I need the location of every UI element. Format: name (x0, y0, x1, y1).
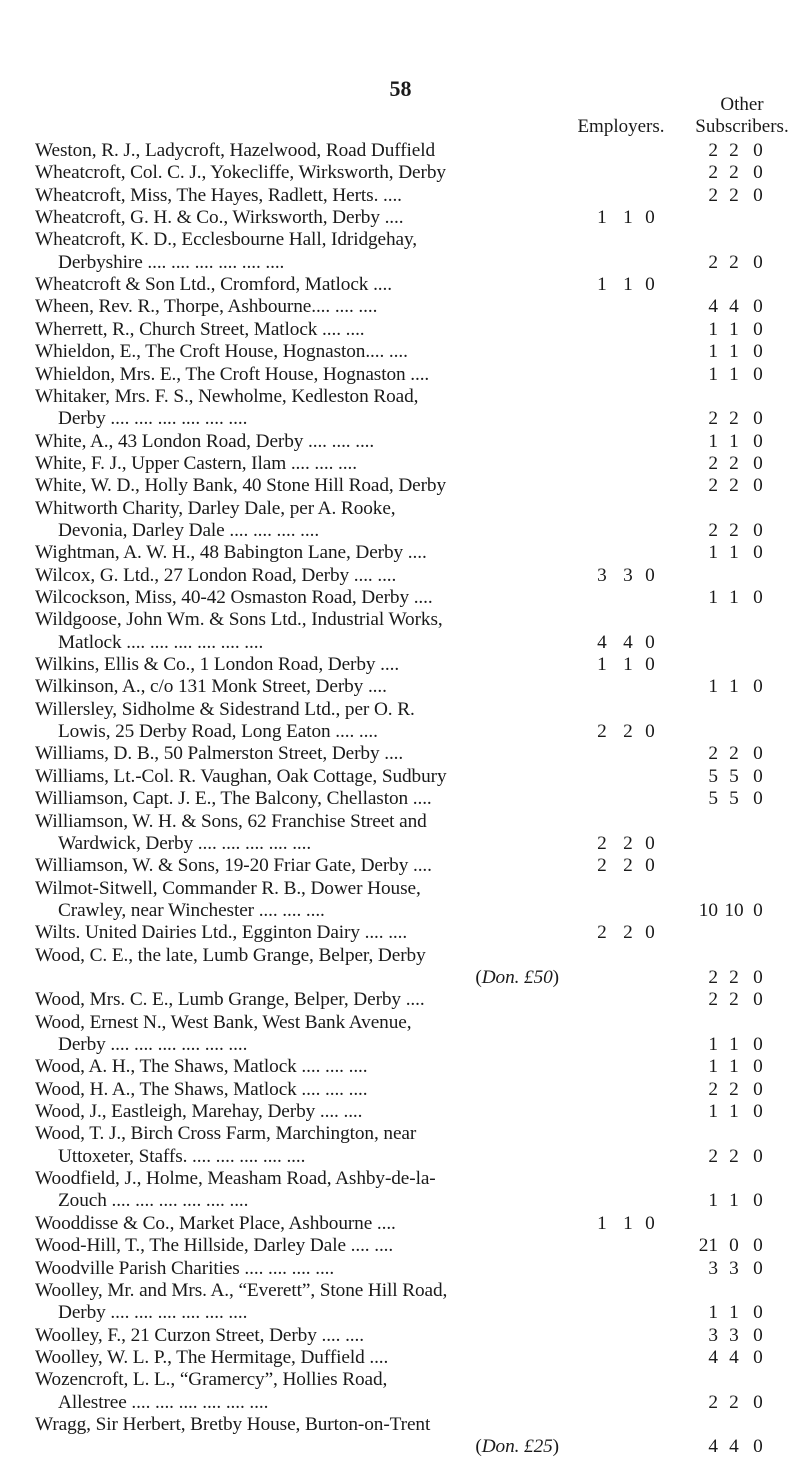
entry-text: Wood, T. J., Birch Cross Farm, Marchington, near (35, 1123, 417, 1145)
pounds-value: 1 (708, 587, 718, 608)
entry-text: Wooddisse & Co., Market Place, Ashbourne .... (35, 1212, 396, 1234)
entry-text: Whieldon, E., The Croft House, Hognaston.... .... (35, 341, 408, 363)
pence-value: 0 (753, 162, 763, 184)
pounds-value: 2 (708, 743, 718, 765)
entry-text: Wragg, Sir Herbert, Bretby House, Burton-on-Trent (35, 1413, 431, 1435)
pounds-value: 1 (708, 1101, 718, 1123)
shillings-value: 2 (623, 855, 633, 877)
entry-text: Whitworth Charity, Darley Dale, per A. Rooke, (35, 497, 396, 519)
entry-text: Weston, R. J., Ladycroft, Hazelwood, Road Duffield (35, 140, 436, 161)
entry-text: Derbyshire .... .... .... .... .... .... (58, 251, 285, 273)
shillings-value: 2 (729, 140, 739, 161)
pence-value: 0 (753, 1034, 763, 1055)
list-entry-line (0, 1146, 801, 1168)
list-entry-line (0, 1436, 801, 1458)
list-entry-line (0, 1392, 801, 1414)
shillings-value: 2 (729, 519, 739, 541)
list-entry-line (0, 1235, 801, 1257)
list-entry-line (0, 1258, 801, 1280)
pence-value: 0 (753, 1145, 763, 1167)
pounds-value: 4 (597, 631, 607, 653)
pounds-value: 1 (708, 363, 718, 385)
entry-text: White, A., 43 London Road, Derby .... .... .... (35, 430, 375, 452)
list-entry-line (0, 207, 801, 229)
list-entry-line (0, 676, 801, 698)
list-entry-line (0, 1302, 801, 1324)
pounds-value: 1 (708, 1034, 718, 1055)
pence-value: 0 (645, 1212, 655, 1234)
pence-value: 0 (753, 587, 763, 608)
pence-value: 0 (753, 765, 763, 787)
list-entry-line (0, 945, 801, 967)
list-entry-line (0, 1168, 801, 1190)
pence-value: 0 (753, 1235, 763, 1257)
pounds-value: 2 (708, 966, 718, 988)
list-entry-line (0, 788, 801, 810)
entry-text: Allestree .... .... .... .... .... .... (58, 1391, 269, 1413)
pence-value: 0 (753, 1257, 763, 1279)
list-entry-line (0, 878, 801, 900)
pence-value: 0 (645, 274, 655, 296)
pence-value: 0 (753, 408, 763, 430)
pence-value: 0 (753, 296, 763, 318)
list-entry-line (0, 296, 801, 318)
shillings-value: 10 (724, 899, 744, 921)
pence-value: 0 (753, 452, 763, 474)
list-entry-line (0, 743, 801, 765)
list-entry-line (0, 833, 801, 855)
pounds-value: 10 (698, 899, 718, 921)
pence-value: 0 (753, 1302, 763, 1324)
shillings-value: 1 (623, 654, 633, 676)
shillings-value: 4 (729, 1346, 739, 1368)
pounds-value: 5 (708, 788, 718, 810)
list-entry-line (0, 185, 801, 207)
list-entry-line (0, 1123, 801, 1145)
list-entry-line (0, 520, 801, 542)
list-entry-line (0, 408, 801, 430)
shillings-value: 5 (729, 788, 739, 810)
pounds-value: 1 (597, 1212, 607, 1234)
pence-value: 0 (753, 788, 763, 810)
list-entry-line (0, 252, 801, 274)
entry-text: Derby .... .... .... .... .... .... (58, 1302, 248, 1324)
list-entry-line (0, 922, 801, 944)
entry-text: Wilts. United Dairies Ltd., Egginton Dairy .... .... (35, 922, 408, 944)
shillings-value: 1 (729, 542, 739, 564)
shillings-value: 1 (729, 341, 739, 363)
pounds-value: 1 (597, 654, 607, 676)
list-entry-line (0, 967, 801, 989)
shillings-value: 2 (729, 743, 739, 765)
pounds-value: 5 (708, 765, 718, 787)
entry-text: Whitaker, Mrs. F. S., Newholme, Kedleston Road, (35, 385, 419, 407)
pence-value: 0 (753, 251, 763, 273)
pence-value: 0 (753, 1101, 763, 1123)
pence-value: 0 (645, 654, 655, 676)
shillings-value: 2 (729, 452, 739, 474)
list-entry-line (0, 654, 801, 676)
column-header-subscribers: Subscribers. (695, 116, 789, 137)
entry-text: Uttoxeter, Staffs. .... .... .... .... .... (58, 1145, 306, 1167)
list-entry-line (0, 1414, 801, 1436)
pence-value: 0 (753, 743, 763, 765)
shillings-value: 1 (729, 676, 739, 698)
list-entry-line (0, 811, 801, 833)
shillings-value: 1 (729, 587, 739, 608)
shillings-value: 1 (729, 318, 739, 340)
pence-value: 0 (753, 1436, 763, 1458)
shillings-value: 2 (729, 408, 739, 430)
list-entry-line (0, 632, 801, 654)
entry-text: Williamson, W. H. & Sons, 62 Franchise Street and (35, 810, 427, 832)
shillings-value: 1 (729, 1056, 739, 1078)
pounds-value: 2 (708, 251, 718, 273)
pounds-value: 2 (708, 452, 718, 474)
shillings-value: 2 (729, 1078, 739, 1100)
column-header-employers: Employers. (577, 116, 665, 137)
pence-value: 0 (645, 207, 655, 229)
entry-text: Wood, A. H., The Shaws, Matlock .... .... .... (35, 1056, 368, 1078)
list-entry-line (0, 364, 801, 386)
shillings-value: 1 (729, 363, 739, 385)
pence-value: 0 (753, 519, 763, 541)
entry-text: Wood, Mrs. C. E., Lumb Grange, Belper, Derby .... (35, 989, 425, 1011)
shillings-value: 2 (729, 989, 739, 1011)
pounds-value: 3 (708, 1324, 718, 1346)
list-entry-line (0, 1325, 801, 1347)
entry-text: Wildgoose, John Wm. & Sons Ltd., Industrial Works, (35, 609, 443, 631)
pounds-value: 2 (708, 989, 718, 1011)
shillings-value: 3 (729, 1257, 739, 1279)
shillings-value: 4 (729, 296, 739, 318)
pounds-value: 2 (597, 855, 607, 877)
entry-text: Wood, H. A., The Shaws, Matlock .... .... .... (35, 1078, 368, 1100)
shillings-value: 2 (623, 721, 633, 743)
pounds-value: 4 (708, 1436, 718, 1458)
pounds-value: 2 (708, 1145, 718, 1167)
list-entry-line (0, 855, 801, 877)
entry-text: Williams, D. B., 50 Palmerston Street, Derby .... (35, 743, 404, 765)
pence-value: 0 (753, 363, 763, 385)
shillings-value: 1 (729, 1034, 739, 1055)
pounds-value: 2 (708, 408, 718, 430)
pounds-value: 3 (708, 1257, 718, 1279)
list-entry-line (0, 431, 801, 453)
entry-text: Wheen, Rev. R., Thorpe, Ashbourne.... .... .... (35, 296, 378, 318)
entry-text: Wood, C. E., the late, Lumb Grange, Belper, Derby (35, 944, 426, 966)
entry-text: Wherrett, R., Church Street, Matlock .... .... (35, 318, 365, 340)
page-number: 58 (389, 76, 412, 101)
column-header-other-subscribers (682, 94, 801, 138)
pence-value: 0 (753, 1324, 763, 1346)
list-entry-line (0, 475, 801, 497)
list-entry-line (0, 162, 801, 184)
pounds-value: 2 (708, 475, 718, 497)
entry-text: Woolley, W. L. P., The Hermitage, Duffield .... (35, 1346, 389, 1368)
shillings-value: 3 (623, 564, 633, 586)
pounds-value: 2 (708, 140, 718, 161)
pence-value: 0 (645, 564, 655, 586)
pounds-value: 2 (708, 162, 718, 184)
list-entry-line (0, 766, 801, 788)
shillings-value: 1 (623, 207, 633, 229)
list-entry-line (0, 1012, 801, 1034)
list-entry-line (0, 274, 801, 296)
pence-value: 0 (645, 721, 655, 743)
list-entry-line (0, 565, 801, 587)
shillings-value: 1 (729, 430, 739, 452)
pounds-value: 2 (708, 184, 718, 206)
shillings-value: 0 (729, 1235, 739, 1257)
entry-text: White, F. J., Upper Castern, Ilam .... .... .... (35, 452, 357, 474)
list-entry-line (0, 498, 801, 520)
entry-text: Williamson, W. & Sons, 19-20 Friar Gate, Derby .... (35, 855, 432, 877)
list-entry-line (0, 609, 801, 631)
list-entry-line (0, 386, 801, 408)
entry-text: Wardwick, Derby .... .... .... .... .... (58, 832, 312, 854)
shillings-value: 2 (729, 251, 739, 273)
entry-text: Zouch .... .... .... .... .... .... (58, 1190, 249, 1212)
shillings-value: 2 (729, 966, 739, 988)
pounds-value: 1 (708, 318, 718, 340)
list-entry-line (0, 341, 801, 363)
pence-value: 0 (753, 899, 763, 921)
pence-value: 0 (753, 1056, 763, 1078)
pounds-value: 2 (597, 832, 607, 854)
list-entry-line (0, 1280, 801, 1302)
entry-text: Wheatcroft & Son Ltd., Cromford, Matlock .... (35, 274, 392, 296)
shillings-value: 2 (729, 1145, 739, 1167)
entry-text: Crawley, near Winchester .... .... .... (58, 899, 325, 921)
entry-text: White, W. D., Holly Bank, 40 Stone Hill Road, Derby (35, 475, 447, 497)
pounds-value: 3 (597, 564, 607, 586)
list-entry-line (0, 1079, 801, 1101)
entry-text: Lowis, 25 Derby Road, Long Eaton .... .... (58, 721, 378, 743)
pounds-value: 4 (708, 1346, 718, 1368)
shillings-value: 2 (729, 184, 739, 206)
list-entry-line (0, 587, 801, 609)
list-entry-line (0, 319, 801, 341)
entry-text: Wilcockson, Miss, 40-42 Osmaston Road, Derby .... (35, 587, 433, 608)
list-entry-line (0, 1369, 801, 1391)
pence-value: 0 (645, 922, 655, 944)
pence-value: 0 (753, 676, 763, 698)
pounds-value: 1 (597, 274, 607, 296)
entry-text: Wheatcroft, K. D., Ecclesbourne Hall, Idridgehay, (35, 229, 417, 251)
list-entry-line (0, 1056, 801, 1078)
list-entry-line (0, 229, 801, 251)
shillings-value: 1 (623, 274, 633, 296)
pence-value: 0 (753, 1190, 763, 1212)
shillings-value: 4 (729, 1436, 739, 1458)
entry-text: Wood, Ernest N., West Bank, West Bank Avenue, (35, 1011, 412, 1033)
pounds-value: 2 (597, 922, 607, 944)
pounds-value: 1 (708, 1056, 718, 1078)
pounds-value: 1 (708, 341, 718, 363)
shillings-value: 4 (623, 631, 633, 653)
pence-value: 0 (753, 542, 763, 564)
entry-text: Wheatcroft, Miss, The Hayes, Radlett, Herts. .... (35, 184, 402, 206)
entry-text: Derby .... .... .... .... .... .... (58, 1034, 248, 1055)
pence-value: 0 (645, 832, 655, 854)
shillings-value: 2 (623, 922, 633, 944)
shillings-value: 1 (623, 1212, 633, 1234)
entry-text: Wheatcroft, G. H. & Co., Wirksworth, Derby .... (35, 207, 404, 229)
pence-value: 0 (753, 341, 763, 363)
entry-text: Wood-Hill, T., The Hillside, Darley Dale .... .... (35, 1235, 394, 1257)
entry-text: Wood, J., Eastleigh, Marehay, Derby .... .... (35, 1101, 363, 1123)
shillings-value: 1 (729, 1302, 739, 1324)
pence-value: 0 (753, 430, 763, 452)
pence-value: 0 (753, 1391, 763, 1413)
list-entry-line (0, 1190, 801, 1212)
list-entry-line (0, 989, 801, 1011)
entry-text: Wilkins, Ellis & Co., 1 London Road, Derby .... (35, 654, 400, 676)
shillings-value: 2 (729, 475, 739, 497)
entry-text: Matlock .... .... .... .... .... .... (58, 631, 264, 653)
entry-text: Wilkinson, A., c/o 131 Monk Street, Derby .... (35, 676, 387, 698)
pounds-value: 1 (708, 1190, 718, 1212)
pounds-value: 2 (708, 1391, 718, 1413)
donation-note: (Don. £25) (475, 1436, 559, 1458)
shillings-value: 2 (729, 162, 739, 184)
pence-value: 0 (753, 966, 763, 988)
entry-text: Wightman, A. W. H., 48 Babington Lane, Derby .... (35, 542, 427, 564)
pence-value: 0 (753, 140, 763, 161)
list-entry-line (0, 542, 801, 564)
entry-text: Derby .... .... .... .... .... .... (58, 408, 248, 430)
pounds-value: 1 (708, 1302, 718, 1324)
shillings-value: 5 (729, 765, 739, 787)
pence-value: 0 (753, 318, 763, 340)
list-entry-line (0, 721, 801, 743)
list-entry-line (0, 699, 801, 721)
shillings-value: 1 (729, 1101, 739, 1123)
list-entry-line (0, 1034, 801, 1056)
shillings-value: 2 (623, 832, 633, 854)
pence-value: 0 (753, 475, 763, 497)
pounds-value: 2 (708, 519, 718, 541)
shillings-value: 3 (729, 1324, 739, 1346)
pounds-value: 1 (597, 207, 607, 229)
pounds-value: 4 (708, 296, 718, 318)
entry-text: Woodfield, J., Holme, Measham Road, Ashby-de-la- (35, 1168, 436, 1190)
entry-text: Wilmot-Sitwell, Commander R. B., Dower House, (35, 877, 421, 899)
entry-text: Woolley, F., 21 Curzon Street, Derby .... .... (35, 1324, 364, 1346)
entry-text: Woolley, Mr. and Mrs. A., “Everett”, Stone Hill Road, (35, 1279, 448, 1301)
entry-text: Willersley, Sidholme & Sidestrand Ltd., per O. R. (35, 698, 415, 720)
column-header-other: Other (720, 94, 764, 115)
entry-text: Wozencroft, L. L., “Gramercy”, Hollies Road, (35, 1369, 388, 1391)
entry-text: Woodville Parish Charities .... .... .... .... (35, 1257, 335, 1279)
entry-text: Wheatcroft, Col. C. J., Yokecliffe, Wirksworth, Derby (35, 162, 446, 184)
pounds-value: 1 (708, 430, 718, 452)
list-entry-line (0, 1347, 801, 1369)
list-entry-line (0, 140, 801, 162)
list-entry-line (0, 1101, 801, 1123)
pounds-value: 2 (708, 1078, 718, 1100)
list-entry-line (0, 453, 801, 475)
entry-text: Devonia, Darley Dale .... .... .... .... (58, 519, 320, 541)
pence-value: 0 (753, 184, 763, 206)
pence-value: 0 (645, 855, 655, 877)
list-entry-line (0, 1213, 801, 1235)
pence-value: 0 (753, 989, 763, 1011)
shillings-value: 2 (729, 1391, 739, 1413)
pounds-value: 1 (708, 542, 718, 564)
pence-value: 0 (645, 631, 655, 653)
pounds-value: 2 (597, 721, 607, 743)
entry-text: Whieldon, Mrs. E., The Croft House, Hognaston .... (35, 363, 430, 385)
entry-text: Williams, Lt.-Col. R. Vaughan, Oak Cottage, Sudbury (35, 765, 447, 787)
entry-text: Williamson, Capt. J. E., The Balcony, Chellaston .... (35, 788, 432, 810)
list-entry-line (0, 900, 801, 922)
donation-note: (Don. £50) (475, 966, 559, 988)
pence-value: 0 (753, 1078, 763, 1100)
pounds-value: 1 (708, 676, 718, 698)
pounds-value: 21 (698, 1235, 718, 1257)
shillings-value: 1 (729, 1190, 739, 1212)
entry-text: Wilcox, G. Ltd., 27 London Road, Derby .... .... (35, 564, 397, 586)
pence-value: 0 (753, 1346, 763, 1368)
